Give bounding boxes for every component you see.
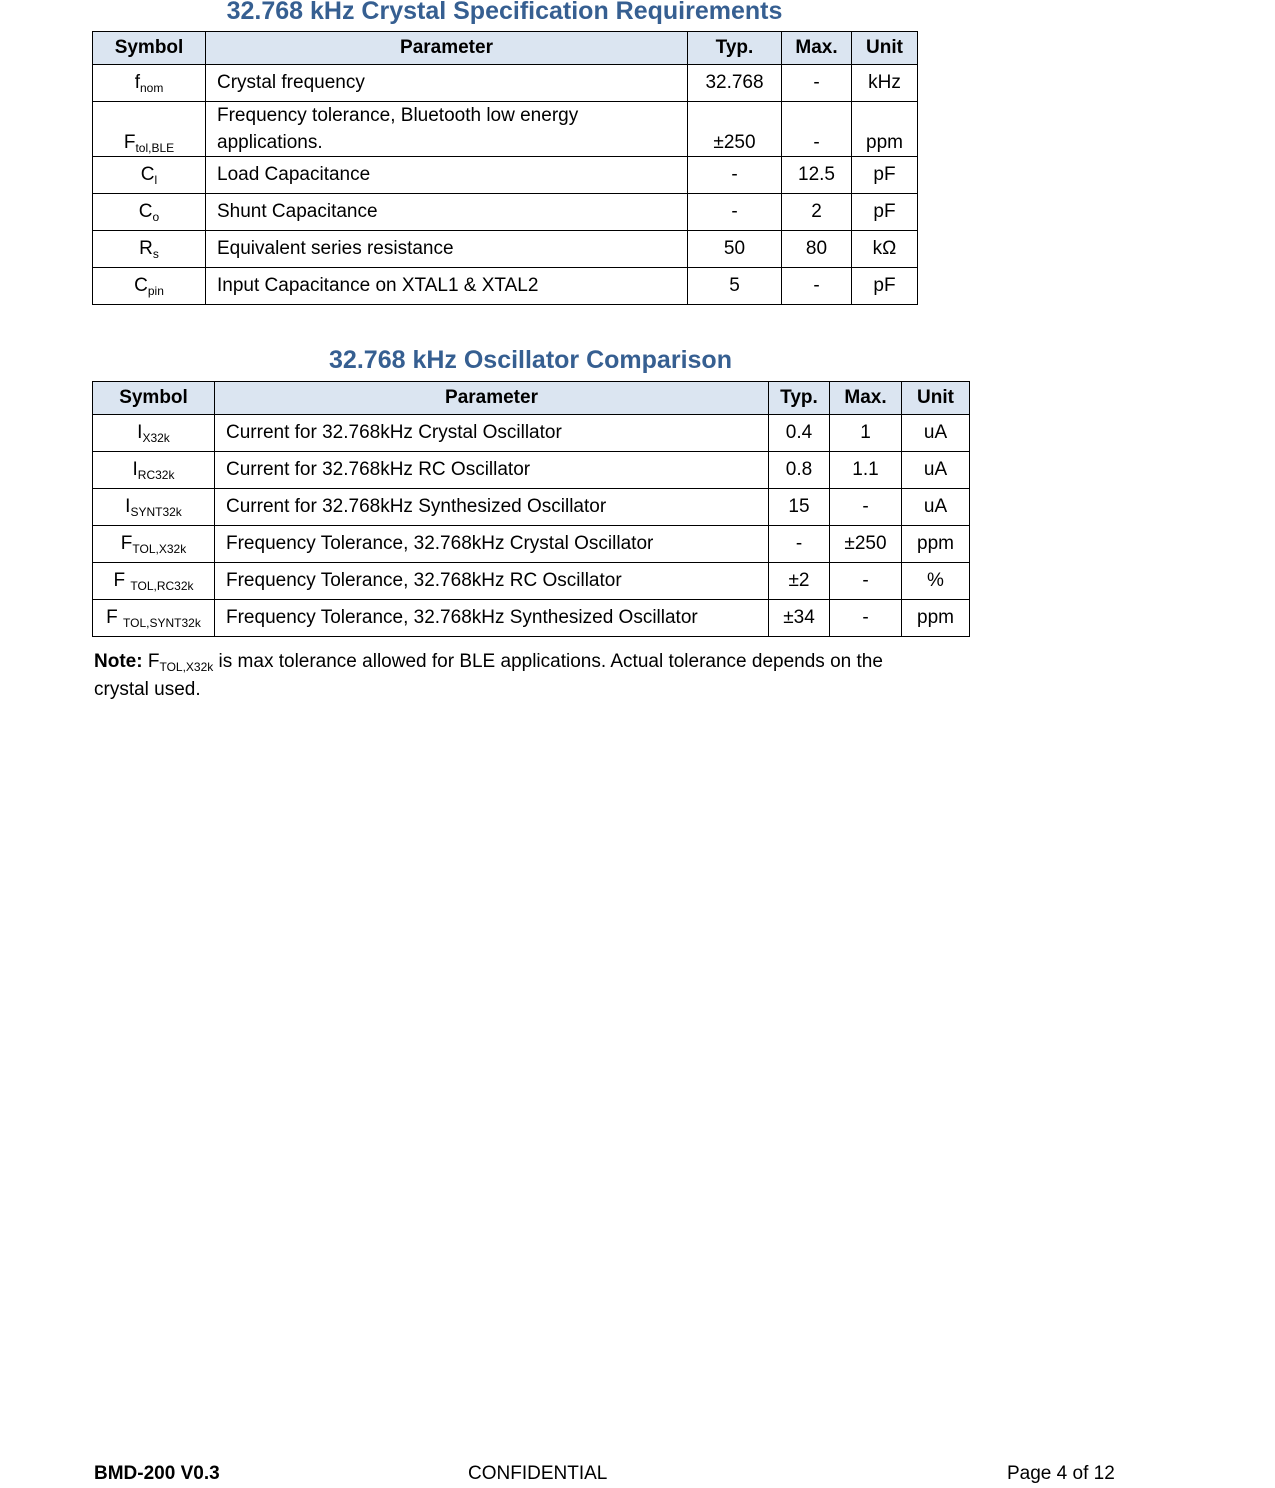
symbol-cell: F $_{TOL,SYNT32k}$ xyxy=(93,600,215,637)
typ-cell: 32.768 xyxy=(688,65,782,102)
unit-cell: % xyxy=(902,563,970,600)
note-symbol: F xyxy=(147,651,160,672)
table-row xyxy=(93,563,970,600)
table-row xyxy=(93,65,918,102)
typ-cell: ±250 xyxy=(688,102,782,157)
col-header-max: Max. xyxy=(782,32,852,65)
table-row xyxy=(93,157,918,194)
footer-document-id: BMD-200 V0.3 xyxy=(94,1463,220,1484)
crystal-spec-table xyxy=(92,31,918,305)
parameter-cell: Frequency tolerance, Bluetooth low energy applications. xyxy=(206,102,688,157)
max-cell: 80 xyxy=(782,231,852,268)
max-cell: 1.1 xyxy=(830,452,902,489)
col-header-symbol: Symbol xyxy=(93,382,215,415)
typ-cell: 50 xyxy=(688,231,782,268)
symbol-cell: $C_o$ xyxy=(93,194,206,231)
symbol-cell: $I_{X32k}$ xyxy=(93,415,215,452)
col-header-unit: Unit xyxy=(852,32,918,65)
unit-cell: ppm xyxy=(902,526,970,563)
typ-cell: 0.8 xyxy=(769,452,830,489)
footer-confidential: CONFIDENTIAL xyxy=(468,1463,608,1484)
typ-cell: ±2 xyxy=(769,563,830,600)
unit-cell: uA xyxy=(902,415,970,452)
max-cell: 12.5 xyxy=(782,157,852,194)
parameter-cell: Shunt Capacitance xyxy=(206,194,688,231)
note-symbol-subscript: TOL,X32k xyxy=(159,660,214,674)
typ-cell: - xyxy=(688,157,782,194)
footer-page-number: Page 4 of 12 xyxy=(1007,1463,1115,1484)
parameter-cell: Equivalent series resistance xyxy=(206,231,688,268)
typ-cell: 0.4 xyxy=(769,415,830,452)
parameter-cell: Frequency Tolerance, 32.768kHz Synthesized Oscillator xyxy=(215,600,769,637)
col-header-typ: Typ. xyxy=(688,32,782,65)
parameter-cell: Frequency Tolerance, 32.768kHz RC Oscillator xyxy=(215,563,769,600)
parameter-cell: Input Capacitance on XTAL1 & XTAL2 xyxy=(206,268,688,305)
max-cell: - xyxy=(830,563,902,600)
symbol-cell: $f_{nom}$ xyxy=(93,65,206,102)
unit-cell: pF xyxy=(852,157,918,194)
col-header-max: Max. xyxy=(830,382,902,415)
table-row xyxy=(93,231,918,268)
table-row xyxy=(93,194,918,231)
parameter-cell: Current for 32.768kHz Crystal Oscillator xyxy=(215,415,769,452)
typ-cell: ±34 xyxy=(769,600,830,637)
table-header-row xyxy=(93,32,918,65)
unit-cell: ppm xyxy=(852,102,918,157)
max-cell: - xyxy=(782,65,852,102)
unit-cell: ppm xyxy=(902,600,970,637)
col-header-typ: Typ. xyxy=(769,382,830,415)
oscillator-comparison-table xyxy=(92,381,970,637)
symbol-cell: $I_{RC32k}$ xyxy=(93,452,215,489)
max-cell: ±250 xyxy=(830,526,902,563)
parameter-cell: Current for 32.768kHz Synthesized Oscillator xyxy=(215,489,769,526)
table-row xyxy=(93,268,918,305)
unit-cell: uA xyxy=(902,489,970,526)
symbol-cell: $C_l$ xyxy=(93,157,206,194)
symbol-cell: $C_{pin}$ xyxy=(93,268,206,305)
table-row xyxy=(93,415,970,452)
parameter-cell: Current for 32.768kHz RC Oscillator xyxy=(215,452,769,489)
note-label: Note: xyxy=(94,651,143,672)
col-header-symbol: Symbol xyxy=(93,32,206,65)
unit-cell: pF xyxy=(852,268,918,305)
col-header-unit: Unit xyxy=(902,382,970,415)
note-text: is max tolerance allowed for BLE applications. Actual tolerance depends on the xyxy=(213,651,883,672)
parameter-cell: Load Capacitance xyxy=(206,157,688,194)
max-cell: - xyxy=(830,600,902,637)
table-row xyxy=(93,526,970,563)
crystal-spec-title: 32.768 kHz Crystal Specification Requirements xyxy=(226,0,783,25)
oscillator-comparison-title: 32.768 kHz Oscillator Comparison xyxy=(329,346,732,374)
unit-cell: pF xyxy=(852,194,918,231)
parameter-cell: Frequency Tolerance, 32.768kHz Crystal Oscillator xyxy=(215,526,769,563)
unit-cell: kHz xyxy=(852,65,918,102)
symbol-cell: $R_s$ xyxy=(93,231,206,268)
table-row xyxy=(93,489,970,526)
col-header-parameter: Parameter xyxy=(206,32,688,65)
parameter-cell: Crystal frequency xyxy=(206,65,688,102)
max-cell: 1 xyxy=(830,415,902,452)
col-header-parameter: Parameter xyxy=(215,382,769,415)
typ-cell: 15 xyxy=(769,489,830,526)
typ-cell: 5 xyxy=(688,268,782,305)
symbol-cell: F $_{TOL,RC32k}$ xyxy=(93,563,215,600)
max-cell: - xyxy=(782,102,852,157)
unit-cell: kΩ xyxy=(852,231,918,268)
table-row xyxy=(93,600,970,637)
typ-cell: - xyxy=(769,526,830,563)
symbol-cell: $F_{TOL,X32k}$ xyxy=(93,526,215,563)
max-cell: 2 xyxy=(782,194,852,231)
table-row xyxy=(93,452,970,489)
tolerance-note xyxy=(94,648,974,704)
typ-cell: - xyxy=(688,194,782,231)
table-row xyxy=(93,102,918,157)
max-cell: - xyxy=(830,489,902,526)
unit-cell: uA xyxy=(902,452,970,489)
max-cell: - xyxy=(782,268,852,305)
symbol-cell: $I_{SYNT32k}$ xyxy=(93,489,215,526)
note-text-continued: crystal used. xyxy=(94,679,201,700)
symbol-cell: $F_{tol,BLE}$ xyxy=(93,102,206,157)
table-header-row xyxy=(93,382,970,415)
